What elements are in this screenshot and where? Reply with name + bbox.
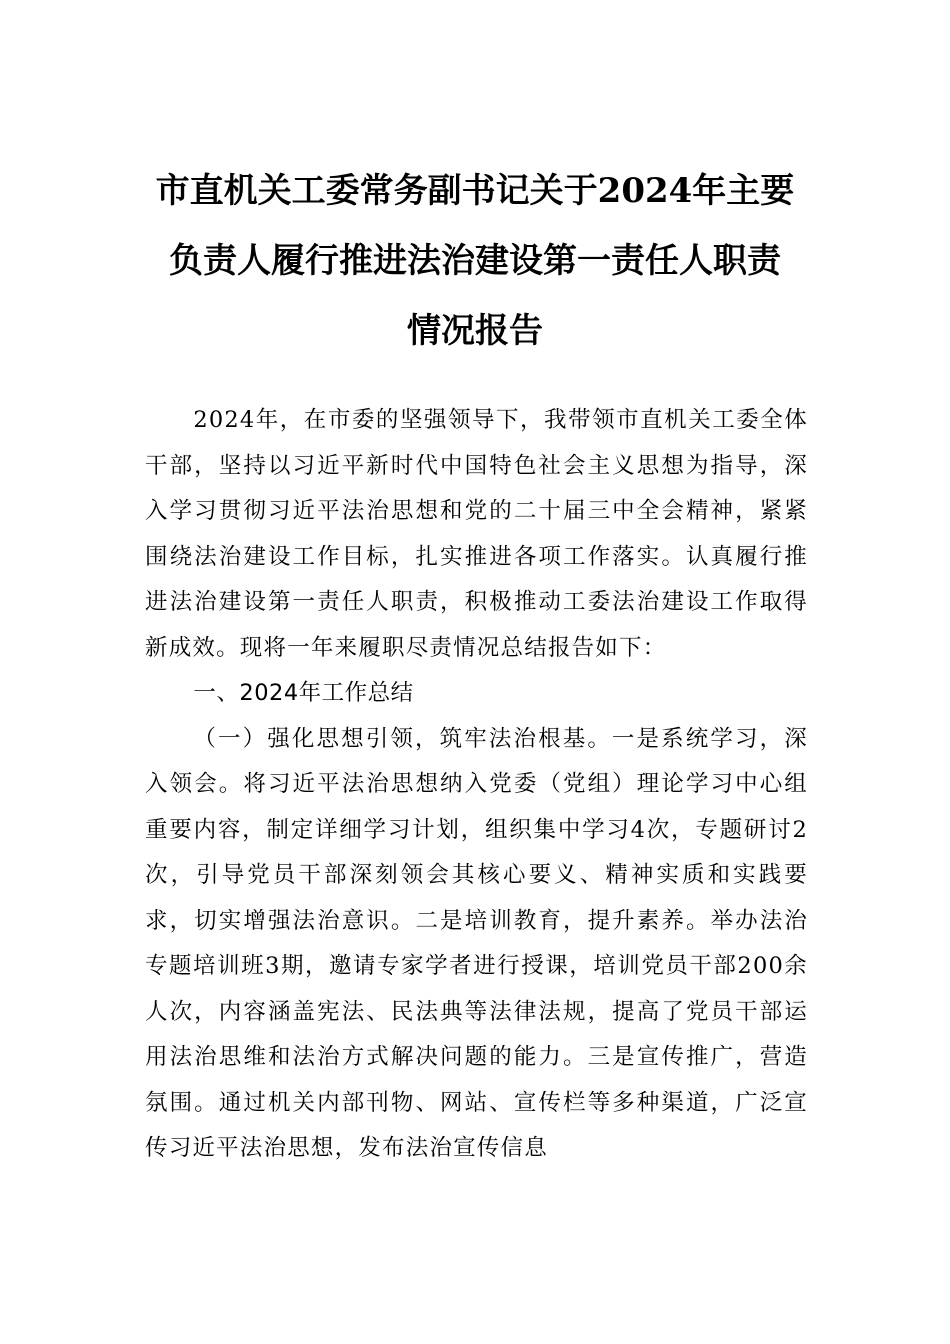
section-heading: 一、2024年工作总结 bbox=[193, 680, 414, 706]
section-paragraph: （一）强化思想引领，筑牢法治根基。一是系统学习，深入领会。将习近平法治思想纳入党委（党组）理论学习中心组重要内容，制定详细学习计划，组织集中学习4次，专题研讨2次，引导党员干部深刻领会其核心要义、精神实质和实践要求，切实增强法治意识。二是培训教育，提升素养。举办法治专题培训班3期，邀请专家学者进行授课，培训党员干部200余人次，内容涵盖宪法、民法典等法律法规，提高了党员干部运用法治思维和法治方式解决问题的能力。三是宣传推广，营造氛围。通过机关内部刊物、网站、宣传栏等多种渠道，广泛宣传习近平法治思想，发布法治宣传信息 bbox=[145, 725, 808, 1161]
document-title bbox=[130, 156, 820, 366]
title-line-3: 情况报告 bbox=[407, 311, 543, 351]
intro-paragraph: 2024年，在市委的坚强领导下，我带领市直机关工委全体干部，坚持以习近平新时代中国特色社会主义思想为指导，深入学习贯彻习近平法治思想和党的二十届三中全会精神，紧紧围绕法治建设工作目标，扎实推进各项工作落实。认真履行推进法治建设第一责任人职责，积极推动工委法治建设工作取得新成效。现将一年来履职尽责情况总结报告如下： bbox=[145, 407, 808, 661]
document-body bbox=[145, 398, 808, 1172]
title-line-2: 负责人履行推进法治建设第一责任人职责 bbox=[169, 241, 781, 281]
title-line-1: 市直机关工委常务副书记关于2024年主要 bbox=[155, 171, 795, 211]
